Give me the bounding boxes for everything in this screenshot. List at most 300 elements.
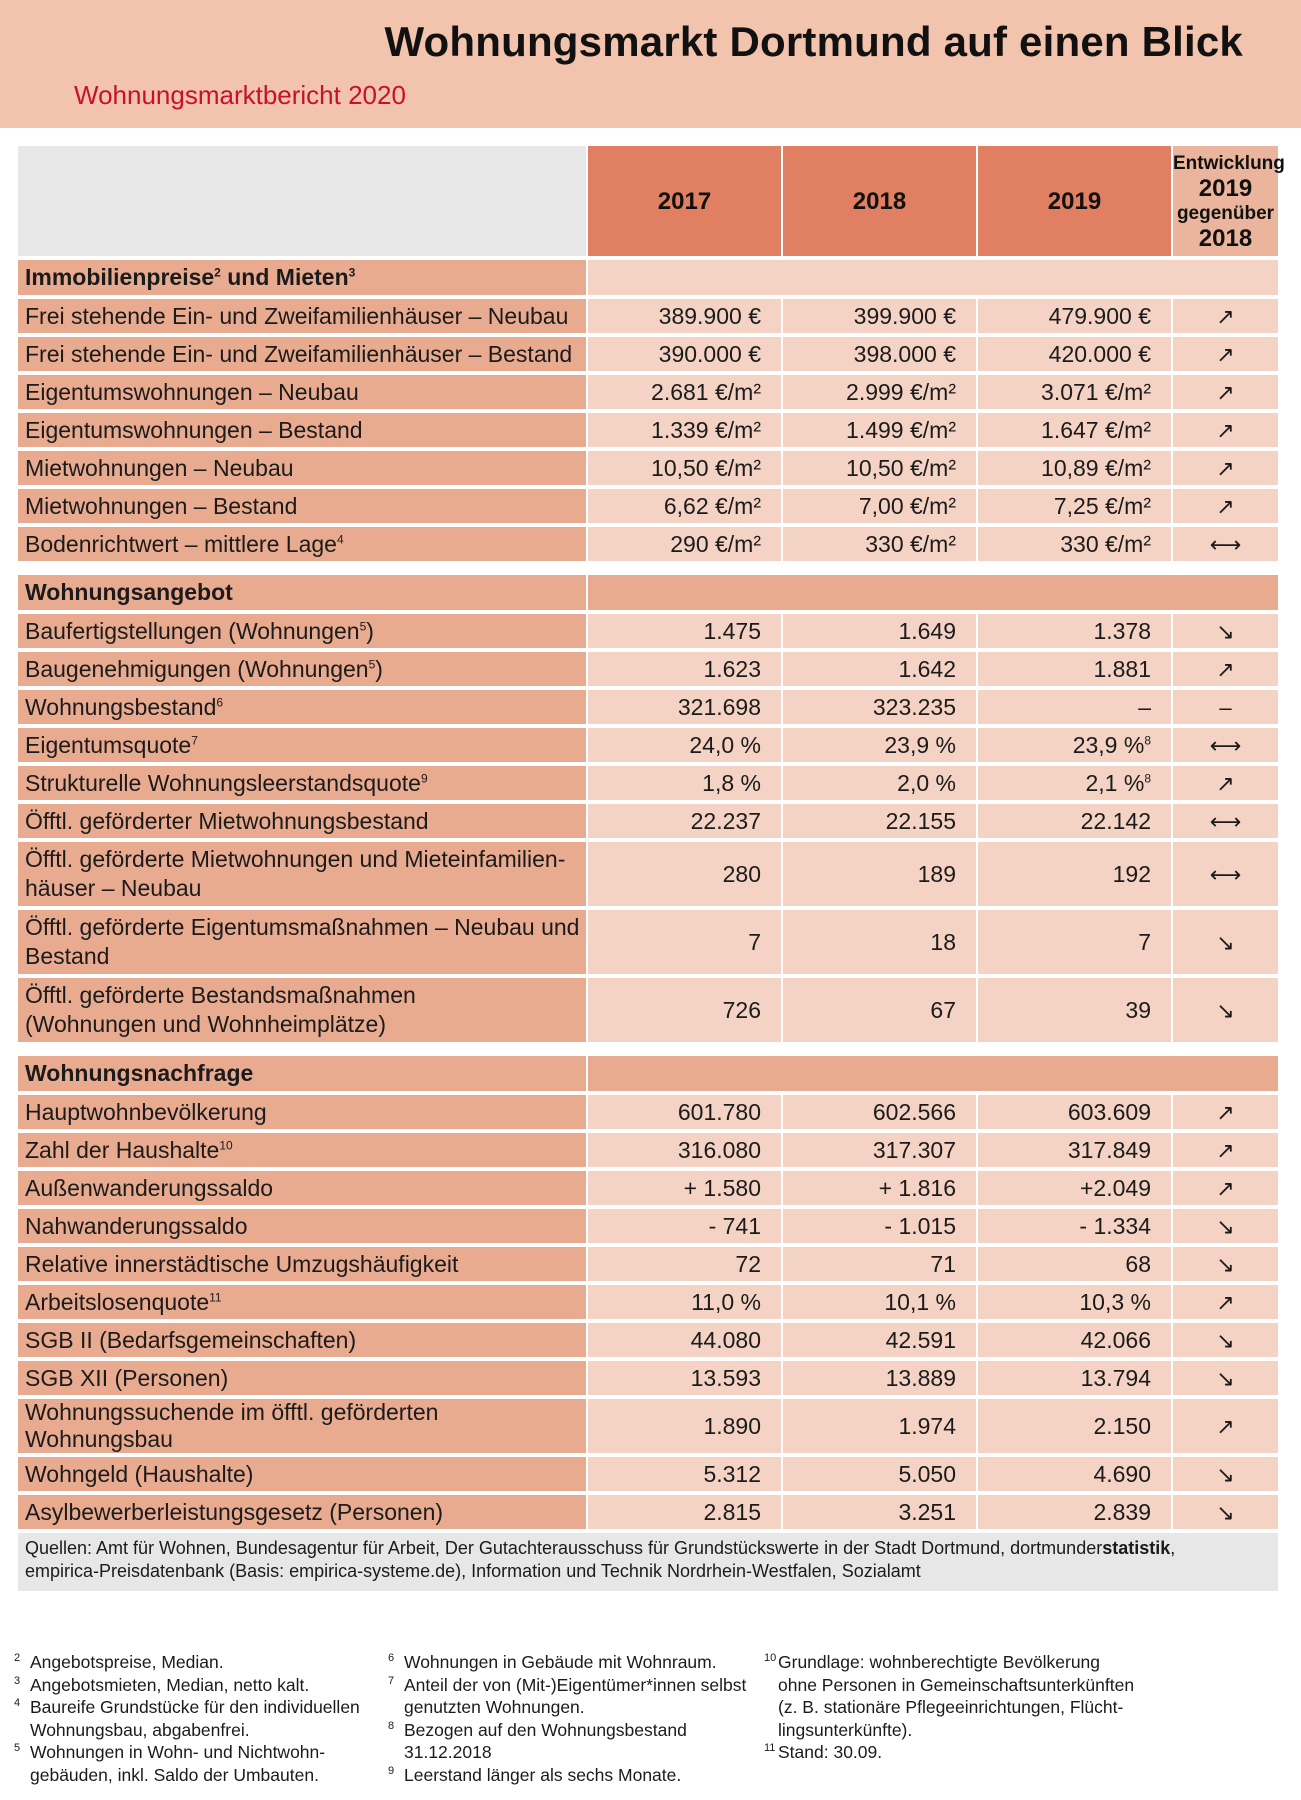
value-text: 601.780 — [677, 1098, 761, 1125]
value-2019 — [978, 690, 1171, 724]
table-row — [18, 1209, 1278, 1243]
row-label-text: SGB XII (Personen) — [25, 1364, 229, 1391]
trend-indicator — [1173, 978, 1278, 1042]
value-2017 — [588, 1247, 781, 1281]
row-label — [18, 337, 586, 371]
value-text: 13.794 — [1080, 1364, 1151, 1391]
value-2019 — [978, 1285, 1171, 1319]
row-label-text: SGB II (Bedarfsgemeinschaften) — [25, 1326, 357, 1353]
trend-down-icon: ↘ — [1216, 1327, 1235, 1353]
trend-indicator — [1173, 1209, 1278, 1243]
footnote-number: 5 — [14, 1742, 21, 1754]
value-text: 7 — [1138, 928, 1151, 955]
value-2019 — [978, 614, 1171, 648]
row-label-text: Strukturelle Wohnungsleerstandsquote — [25, 769, 421, 796]
footnote-ref: 11 — [209, 1289, 222, 1304]
value-2019 — [978, 910, 1171, 974]
value-2018 — [783, 527, 976, 561]
value-text: 18 — [930, 928, 956, 955]
value-text: 10,3 % — [1079, 1288, 1151, 1315]
value-2017 — [588, 1133, 781, 1167]
value-text: 323.235 — [872, 693, 956, 720]
value-2018 — [783, 842, 976, 906]
value-text: 398.000 € — [853, 340, 956, 367]
row-label-text: Öfftl. geförderte Eigentumsmaßnahmen – Neubau und — [25, 914, 580, 940]
footnote-text: Angebotsmieten, Median, netto kalt. — [30, 1674, 310, 1695]
value-text: 67 — [930, 996, 956, 1023]
trend-up-icon: ↗ — [1216, 303, 1235, 329]
report-subtitle: Wohnungsmarktbericht 2020 — [74, 80, 406, 110]
row-label-text: Öfftl. geförderter Mietwohnungsbestand — [25, 807, 429, 834]
table-row — [18, 337, 1278, 371]
sources-text-line2: empirica-Preisdatenbank (Basis: empirica-systeme.de), Information und Technik Nordrhein-Westfalen, Sozialamt — [25, 1561, 921, 1581]
value-2017 — [588, 804, 781, 838]
trend-indicator — [1173, 413, 1278, 447]
footnotes-col-3 — [764, 1651, 1284, 1764]
value-text: 7,25 €/m² — [1053, 492, 1151, 519]
year-header-2018: 2018 — [783, 146, 976, 256]
trend-indicator — [1173, 489, 1278, 523]
value-text: 290 €/m² — [670, 530, 761, 557]
page-title: Wohnungsmarkt Dortmund auf einen Blick — [384, 18, 1243, 65]
value-text: 24,0 % — [689, 731, 761, 758]
value-2018 — [783, 1171, 976, 1205]
footnote-text: Grundlage: wohnberechtigte Bevölkerung — [778, 1652, 1101, 1672]
row-label-text: Hauptwohnbevölkerung — [25, 1098, 267, 1125]
row-label — [18, 1171, 586, 1205]
table-header-row — [18, 146, 1278, 256]
trend-up-icon: ↗ — [1216, 1099, 1235, 1125]
value-text: 7,00 €/m² — [858, 492, 956, 519]
sources-row — [18, 1533, 1278, 1591]
trend-down-icon: ↘ — [1216, 1251, 1235, 1277]
row-label — [18, 451, 586, 485]
value-2019 — [978, 842, 1171, 906]
footnote-ref: 10 — [219, 1137, 233, 1152]
table-row — [18, 910, 1278, 974]
row-label-text: Frei stehende Ein- und Zweifamilienhäuser – Bestand — [25, 340, 573, 367]
row-label-text-line2: Bestand — [25, 943, 110, 969]
footnote-number: 9 — [388, 1764, 395, 1777]
value-2018 — [783, 1361, 976, 1395]
value-text: 389.900 € — [658, 302, 761, 329]
footnote-number: 4 — [14, 1697, 21, 1709]
row-label-text-line2: (Wohnungen und Wohnheimplätze) — [25, 1011, 386, 1037]
section-header-fill — [588, 1056, 1278, 1091]
value-text: 726 — [722, 996, 761, 1023]
value-2018 — [783, 1399, 976, 1453]
value-text: 1,8 % — [702, 769, 761, 796]
row-label-text-line2: häuser – Neubau — [25, 875, 202, 901]
value-2017 — [588, 842, 781, 906]
value-2019 — [978, 1133, 1171, 1167]
trend-down-icon: ↘ — [1216, 618, 1235, 644]
section-title-text: Wohnungsnachfrage — [25, 1060, 254, 1086]
value-2019 — [978, 1247, 1171, 1281]
value-2017 — [588, 614, 781, 648]
value-text: 603.609 — [1067, 1098, 1151, 1125]
value-text: 5.050 — [898, 1460, 956, 1487]
value-2019 — [978, 1171, 1171, 1205]
value-2017 — [588, 766, 781, 800]
year-header-2019: 2019 — [978, 146, 1171, 256]
row-label-text: Öfftl. geförderte Mietwohnungen und Mieteinfamilien- — [25, 846, 566, 872]
footnote-ref: 5 — [359, 618, 367, 633]
table-row — [18, 1323, 1278, 1357]
development-header — [1173, 146, 1285, 256]
footnote-ref: 7 — [191, 732, 198, 747]
value-text: 330 €/m² — [1060, 530, 1151, 557]
value-2018 — [783, 978, 976, 1042]
row-label-text: Öfftl. geförderte Bestandsmaßnahmen — [25, 982, 416, 1008]
trend-up-icon: ↗ — [1216, 455, 1235, 481]
year-header-2017: 2017 — [588, 146, 781, 256]
development-header-line3: gegenüber — [1176, 203, 1275, 224]
value-text: 3.071 €/m² — [1041, 378, 1151, 405]
footnote-text: lingsunterkünfte). — [778, 1719, 913, 1740]
footnote-number: 11 — [764, 1742, 776, 1754]
value-text: 317.849 — [1067, 1136, 1151, 1163]
footnote-text: Anteil der von (Mit-)Eigentümer*innen selbst — [404, 1674, 747, 1695]
trend-indicator — [1173, 1361, 1278, 1395]
value-text: 1.649 — [898, 617, 956, 644]
value-2017 — [588, 413, 781, 447]
development-header-line2: 2019 — [1198, 175, 1253, 202]
section-title — [18, 575, 586, 610]
value-2019 — [978, 1095, 1171, 1129]
trend-indicator — [1173, 375, 1278, 409]
trend-indicator — [1173, 1399, 1278, 1453]
sources-note — [18, 1533, 1278, 1591]
value-text: - 1.015 — [884, 1212, 956, 1239]
value-text: 1.974 — [898, 1412, 956, 1439]
trend-indicator — [1173, 1133, 1278, 1167]
value-text: 192 — [1112, 860, 1151, 887]
value-text: 1.499 €/m² — [846, 416, 956, 443]
value-2018 — [783, 1323, 976, 1357]
trend-up-icon: ↗ — [1216, 417, 1235, 443]
value-text: - 741 — [708, 1212, 761, 1239]
value-2017 — [588, 1457, 781, 1491]
table-row — [18, 690, 1278, 724]
value-2018 — [783, 910, 976, 974]
table-row — [18, 978, 1278, 1042]
row-label-text: Eigentumsquote — [25, 731, 192, 758]
value-2019 — [978, 728, 1171, 762]
trend-down-icon: ↘ — [1216, 1213, 1235, 1239]
value-text: 44.080 — [690, 1326, 761, 1353]
trend-up-icon: ↗ — [1216, 379, 1235, 405]
row-label — [18, 527, 586, 561]
table-row — [18, 1095, 1278, 1129]
value-text: 390.000 € — [658, 340, 761, 367]
value-2017 — [588, 1209, 781, 1243]
value-text: 280 — [722, 860, 761, 887]
value-text: 3.251 — [898, 1498, 956, 1525]
value-2017 — [588, 375, 781, 409]
trend-indicator — [1173, 1285, 1278, 1319]
trend-indicator — [1173, 1457, 1278, 1491]
section-header-fill — [588, 575, 1278, 610]
value-text: 2,0 % — [897, 769, 956, 796]
value-text: 2,1 % — [1085, 769, 1145, 796]
section-header-supply — [18, 575, 1278, 610]
footnote-number: 7 — [388, 1674, 395, 1687]
value-text: 1.890 — [703, 1412, 761, 1439]
value-text: 2.839 — [1093, 1498, 1151, 1525]
value-2019 — [978, 804, 1171, 838]
value-2017 — [588, 299, 781, 333]
value-2017 — [588, 978, 781, 1042]
row-label — [18, 1399, 586, 1453]
trend-indicator — [1173, 728, 1278, 762]
row-label — [18, 978, 586, 1042]
row-label-text: ) — [375, 655, 383, 682]
value-2019 — [978, 489, 1171, 523]
footnote-text: gebäuden, inkl. Saldo der Umbauten. — [30, 1764, 319, 1785]
table-row — [18, 375, 1278, 409]
row-label — [18, 1095, 586, 1129]
row-label-text: Baufertigstellungen (Wohnungen — [25, 617, 360, 644]
trend-flat-icon: ⟷ — [1209, 861, 1242, 887]
table-row — [18, 1171, 1278, 1205]
value-2017 — [588, 1399, 781, 1453]
value-2018 — [783, 1285, 976, 1319]
section-header-prices — [18, 260, 1278, 295]
value-2019 — [978, 1457, 1171, 1491]
value-2018 — [783, 728, 976, 762]
table-row — [18, 1247, 1278, 1281]
trend-up-icon: ↗ — [1216, 1137, 1235, 1163]
value-2019 — [978, 652, 1171, 686]
footnote — [14, 1696, 384, 1741]
value-2018 — [783, 690, 976, 724]
row-label-text: Bodenrichtwert – mittlere Lage — [25, 530, 337, 557]
trend-indicator — [1173, 1171, 1278, 1205]
value-2017 — [588, 1361, 781, 1395]
value-text: 1.623 — [703, 655, 761, 682]
value-text: 11,0 % — [691, 1288, 761, 1315]
footnote-number: 3 — [14, 1674, 21, 1687]
footnote-text: Baureife Grundstücke für den individuellen — [30, 1697, 360, 1717]
footnote-text: Wohnungsbau, abgabenfrei. — [30, 1719, 250, 1740]
value-text: 10,89 €/m² — [1041, 454, 1151, 481]
trend-flat-icon: ⟷ — [1209, 732, 1242, 758]
row-label-text: Arbeitslosenquote — [25, 1288, 210, 1315]
section-spacer — [18, 1046, 1278, 1052]
value-text: 399.900 € — [853, 302, 956, 329]
value-2019 — [978, 451, 1171, 485]
table-row — [18, 766, 1278, 800]
table-row — [18, 1361, 1278, 1395]
footnote-number: 2 — [14, 1652, 21, 1664]
value-2018 — [783, 413, 976, 447]
value-text: + 1.580 — [683, 1174, 761, 1201]
footnote-text: Leerstand länger als sechs Monate. — [404, 1764, 682, 1785]
trend-up-icon: ↗ — [1216, 493, 1235, 519]
section-title — [18, 1056, 586, 1091]
row-label — [18, 842, 586, 906]
value-text: 2.999 €/m² — [846, 378, 956, 405]
value-2017 — [588, 1171, 781, 1205]
table-row — [18, 804, 1278, 838]
trend-indicator — [1173, 690, 1278, 724]
trend-indicator — [1173, 1495, 1278, 1529]
row-label — [18, 728, 586, 762]
trend-down-icon: ↘ — [1216, 1365, 1235, 1391]
trend-indicator — [1173, 1323, 1278, 1357]
footnote-number: 6 — [388, 1652, 395, 1664]
section-header-demand — [18, 1056, 1278, 1091]
value-text: + 1.816 — [878, 1174, 956, 1201]
footnote — [14, 1651, 384, 1674]
footnote-ref: 5 — [368, 656, 376, 671]
section-title-text: Immobilienpreise — [25, 264, 215, 290]
row-label-text: Relative innerstädtische Umzugshäufigkeit — [25, 1250, 459, 1277]
value-text: 22.237 — [690, 807, 761, 834]
trend-indicator — [1173, 299, 1278, 333]
table-row — [18, 614, 1278, 648]
value-2018 — [783, 1095, 976, 1129]
header-corner — [18, 146, 586, 256]
value-text: 13.889 — [885, 1364, 956, 1391]
row-label — [18, 375, 586, 409]
value-text: 39 — [1125, 996, 1151, 1023]
footnote-text: Stand: 30.09. — [778, 1742, 883, 1762]
trend-down-icon: ↘ — [1216, 997, 1235, 1023]
sources-text-bold: statistik — [1102, 1538, 1171, 1558]
table-row — [18, 299, 1278, 333]
value-2018 — [783, 299, 976, 333]
trend-indicator — [1173, 1095, 1278, 1129]
value-text: 7 — [748, 928, 761, 955]
value-text: 1.378 — [1093, 617, 1151, 644]
value-text: 321.698 — [677, 693, 761, 720]
trend-indicator — [1173, 614, 1278, 648]
value-text: 1.339 €/m² — [651, 416, 761, 443]
footnote-ref: 4 — [336, 531, 344, 546]
footnote-text: Wohnungen in Gebäude mit Wohnraum. — [404, 1652, 717, 1672]
development-header-line4: 2018 — [1198, 225, 1253, 252]
row-label-text: Nahwanderungssaldo — [25, 1212, 248, 1239]
value-2019 — [978, 413, 1171, 447]
row-label-text: Eigentumswohnungen – Bestand — [25, 416, 363, 443]
section-spacer — [18, 565, 1278, 571]
row-label-text: Wohnungsbestand — [25, 693, 217, 720]
value-2018 — [783, 1247, 976, 1281]
value-2017 — [588, 527, 781, 561]
row-label-text: Frei stehende Ein- und Zweifamilienhäuser – Neubau — [25, 302, 569, 329]
value-2019 — [978, 978, 1171, 1042]
row-label — [18, 910, 586, 974]
footnote-number: 10 — [764, 1652, 777, 1664]
row-label — [18, 690, 586, 724]
value-text: 22.142 — [1080, 807, 1151, 834]
value-2017 — [588, 1495, 781, 1529]
trend-flat-icon: ⟷ — [1209, 808, 1242, 834]
value-2018 — [783, 451, 976, 485]
value-2017 — [588, 690, 781, 724]
row-label — [18, 1323, 586, 1357]
footnote — [764, 1651, 1284, 1741]
table-row — [18, 842, 1278, 906]
value-text: 2.681 €/m² — [651, 378, 761, 405]
trend-up-icon: ↗ — [1216, 341, 1235, 367]
value-text: 6,62 €/m² — [663, 492, 761, 519]
value-text: 420.000 € — [1048, 340, 1151, 367]
value-2018 — [783, 1457, 976, 1491]
footnote-text: Bezogen auf den Wohnungsbestand 31.12.2018 — [404, 1719, 687, 1762]
value-2017 — [588, 910, 781, 974]
value-text: 13.593 — [690, 1364, 761, 1391]
value-2017 — [588, 1323, 781, 1357]
value-2017 — [588, 337, 781, 371]
value-2017 — [588, 489, 781, 523]
value-2018 — [783, 337, 976, 371]
footnote-text: (z. B. stationäre Pflegeeinrichtungen, Flücht- — [778, 1697, 1124, 1717]
table-row — [18, 1133, 1278, 1167]
footnote-text: genutzten Wohnungen. — [404, 1697, 585, 1717]
value-text: 72 — [735, 1250, 761, 1277]
value-2018 — [783, 1133, 976, 1167]
value-text: 1.647 €/m² — [1041, 416, 1151, 443]
table-row — [18, 1457, 1278, 1491]
row-label — [18, 489, 586, 523]
table-row — [18, 652, 1278, 686]
trend-up-icon: ↗ — [1216, 770, 1235, 796]
section-header-fill — [588, 260, 1278, 295]
value-text: 23,9 % — [884, 731, 956, 758]
value-text: 10,50 €/m² — [651, 454, 761, 481]
value-2019 — [978, 1361, 1171, 1395]
value-text: - 1.334 — [1079, 1212, 1151, 1239]
value-text: 1.881 — [1093, 655, 1151, 682]
value-text: – — [1138, 693, 1151, 720]
trend-down-icon: ↘ — [1216, 929, 1235, 955]
value-2017 — [588, 652, 781, 686]
section-title-text: Wohnungsangebot — [25, 579, 233, 605]
value-2018 — [783, 614, 976, 648]
row-label — [18, 1495, 586, 1529]
table-row — [18, 527, 1278, 561]
value-2018 — [783, 766, 976, 800]
row-label-text: Zahl der Haushalte — [25, 1136, 220, 1163]
footnote — [764, 1741, 1284, 1764]
row-label — [18, 413, 586, 447]
row-label — [18, 299, 586, 333]
trend-indicator — [1173, 804, 1278, 838]
row-label — [18, 1361, 586, 1395]
value-text: 479.900 € — [1048, 302, 1151, 329]
footnote-ref: 3 — [348, 265, 356, 280]
trend-indicator — [1173, 910, 1278, 974]
row-label-text: Asylbewerberleistungsgesetz (Personen) — [25, 1498, 444, 1525]
value-2019 — [978, 1495, 1171, 1529]
trend-indicator — [1173, 842, 1278, 906]
table-row — [18, 1495, 1278, 1529]
value-text: 71 — [930, 1250, 956, 1277]
value-text: 602.566 — [872, 1098, 956, 1125]
trend-none-icon: – — [1219, 694, 1232, 720]
value-2017 — [588, 1095, 781, 1129]
value-text: 22.155 — [885, 807, 956, 834]
row-label-text: ) — [366, 617, 374, 644]
trend-indicator — [1173, 451, 1278, 485]
value-2019 — [978, 1323, 1171, 1357]
row-label — [18, 614, 586, 648]
value-2019 — [978, 337, 1171, 371]
table-row — [18, 413, 1278, 447]
